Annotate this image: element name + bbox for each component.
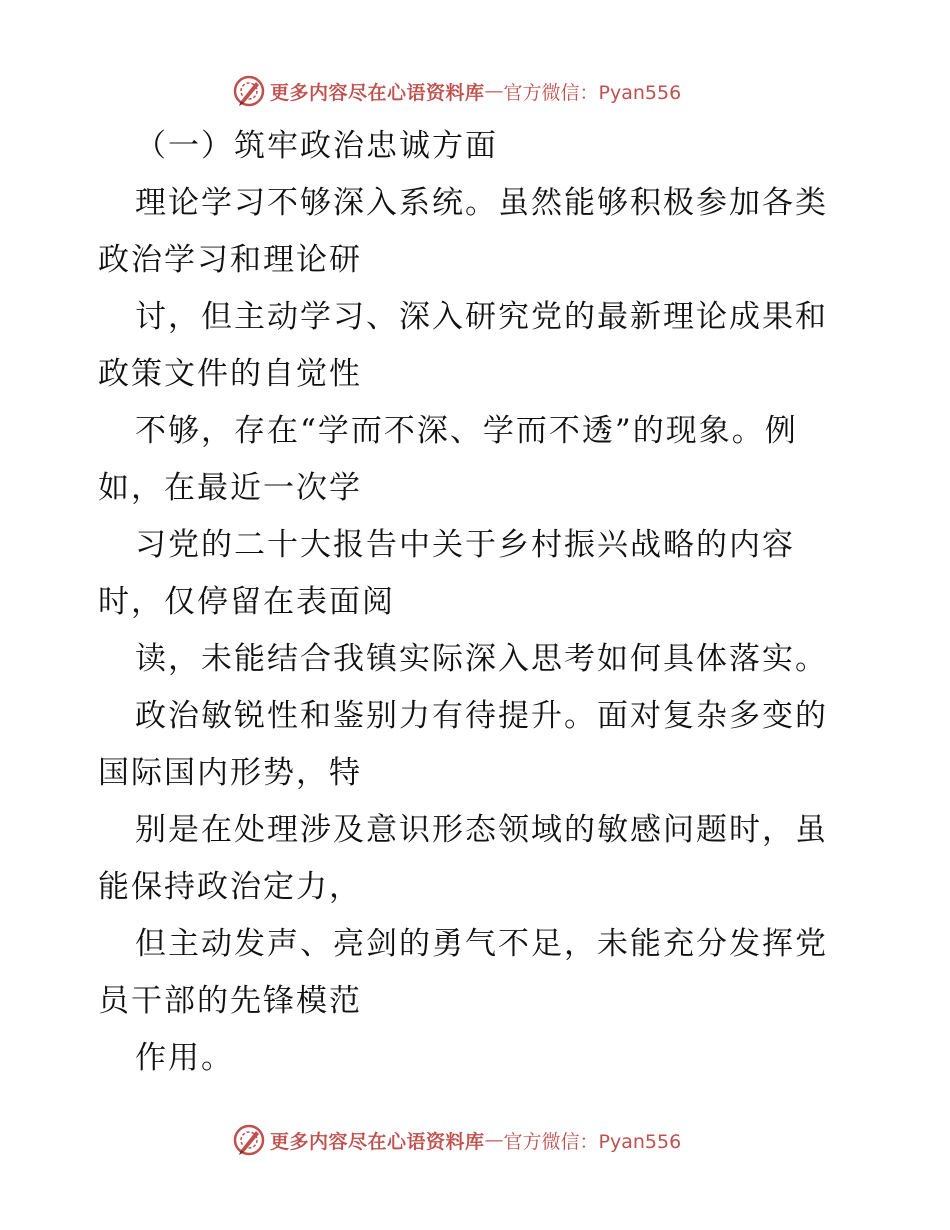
header-brand-text: 更多内容尽在心语资料库 [270,81,485,104]
body-line: 能保持政治定力， [98,869,362,905]
document-body [98,118,878,1087]
body-line: 理论学习不够深入系统。虽然能够积极参加各类 [135,185,828,221]
header-separator: — [484,80,504,102]
body-line: 政治学习和理论研 [98,242,362,278]
body-line: 政策文件的自觉性 [98,356,362,392]
body-line: 国际国内形势，特 [98,755,362,791]
body-line: 如，在最近一次学 [98,470,362,506]
body-line: 读，未能结合我镇实际深入思考如何具体落实。 [135,641,828,677]
footer-wechat-text: 官方微信：Pyan556 [503,1130,682,1153]
header-wechat-text: 官方微信：Pyan556 [503,81,682,104]
body-line: 不够，存在“学而不深、学而不透”的现象。例 [135,413,798,449]
body-line: 员干部的先锋模范 [98,983,362,1019]
header-banner [232,74,681,108]
body-line: 但主动发声、亮剑的勇气不足，未能充分发挥党 [135,926,828,962]
pen-logo-icon [232,74,266,108]
section-heading: （一）筑牢政治忠诚方面 [135,128,498,164]
pen-logo-icon [232,1123,266,1157]
body-line: 讨，但主动学习、深入研究党的最新理论成果和 [135,299,828,335]
body-line: 作用。 [135,1040,234,1076]
footer-separator: — [484,1129,504,1151]
footer-brand-text: 更多内容尽在心语资料库 [270,1130,485,1153]
body-line: 政治敏锐性和鉴别力有待提升。面对复杂多变的 [135,698,828,734]
body-line: 时，仅停留在表面阅 [98,584,395,620]
footer-banner [232,1123,681,1157]
body-line: 习党的二十大报告中关于乡村振兴战略的内容 [135,527,795,563]
body-line: 别是在处理涉及意识形态领域的敏感问题时，虽 [135,812,828,848]
